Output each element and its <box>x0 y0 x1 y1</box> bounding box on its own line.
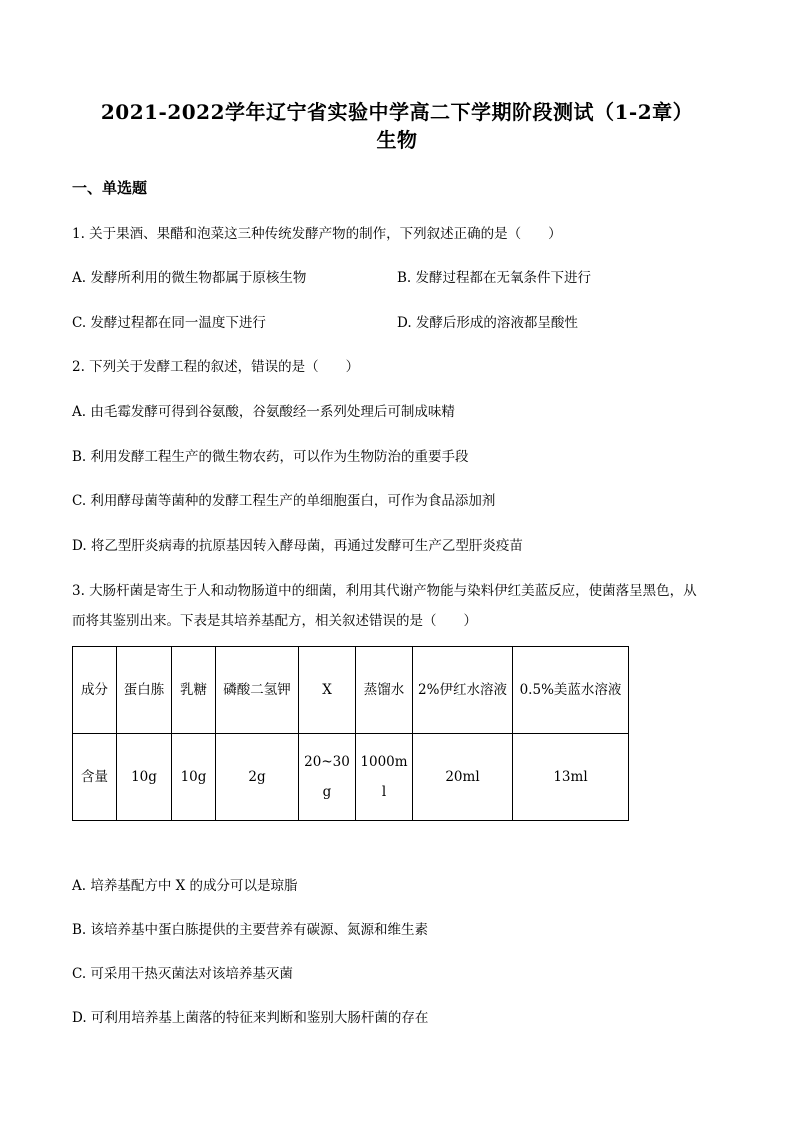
question-2-option-c: C. 利用酵母菌等菌种的发酵工程生产的单细胞蛋白，可作为食品添加剂 <box>72 493 496 509</box>
table-header-cell: 蒸馏水 <box>356 647 413 734</box>
table-cell: 20ml <box>413 734 513 821</box>
subject-title: 生物 <box>376 128 418 152</box>
table-cell: 1000ml <box>356 734 413 821</box>
question-1-stem: 1. 关于果酒、果醋和泡菜这三种传统发酵产物的制作，下列叙述正确的是（ ） <box>72 226 562 242</box>
table-cell: 含量 <box>73 734 117 821</box>
table-cell: 2g <box>216 734 299 821</box>
table-header-cell: 蛋白胨 <box>117 647 172 734</box>
table-header-cell: 磷酸二氢钾 <box>216 647 299 734</box>
question-2-option-b: B. 利用发酵工程生产的微生物农药，可以作为生物防治的重要手段 <box>72 449 469 465</box>
section-heading: 一、单选题 <box>72 179 148 197</box>
question-3-option-b: B. 该培养基中蛋白胨提供的主要营养有碳源、氮源和维生素 <box>72 922 429 938</box>
question-3-option-d: D. 可利用培养基上菌落的特征来判断和鉴别大肠杆菌的存在 <box>72 1010 429 1026</box>
exam-title: 2021-2022学年辽宁省实验中学高二下学期阶段测试（1-2章） <box>100 100 694 124</box>
table-header-cell: 乳糖 <box>172 647 216 734</box>
question-3-option-a: A. 培养基配方中 X 的成分可以是琼脂 <box>72 878 298 894</box>
table-header-cell: X <box>299 647 356 734</box>
question-3-stem-line-1: 3. 大肠杆菌是寄生于人和动物肠道中的细菌，利用其代谢产物能与染料伊红美蓝反应，使菌落呈黑色，从 <box>72 583 697 599</box>
question-1-option-c: C. 发酵过程都在同一温度下进行 <box>72 315 266 331</box>
question-1-option-b: B. 发酵过程都在无氧条件下进行 <box>397 270 592 286</box>
table-header-row <box>73 647 629 734</box>
question-2-option-a: A. 由毛霉发酵可得到谷氨酸，谷氨酸经一系列处理后可制成味精 <box>72 404 455 420</box>
question-1-option-a: A. 发酵所利用的微生物都属于原核生物 <box>72 270 307 286</box>
table-header-cell: 0.5%美蓝水溶液 <box>513 647 629 734</box>
table-header-cell: 2%伊红水溶液 <box>413 647 513 734</box>
table-row <box>73 734 629 821</box>
question-2-option-d: D. 将乙型肝炎病毒的抗原基因转入酵母菌，再通过发酵可生产乙型肝炎疫苗 <box>72 538 523 554</box>
question-2-stem: 2. 下列关于发酵工程的叙述，错误的是（ ） <box>72 359 360 375</box>
table-cell: 10g <box>117 734 172 821</box>
table-cell: 13ml <box>513 734 629 821</box>
table-cell: 10g <box>172 734 216 821</box>
culture-medium-table <box>72 646 629 821</box>
question-3-stem-line-2: 而将其鉴别出来。下表是其培养基配方，相关叙述错误的是（ ） <box>72 613 477 629</box>
question-1-option-d: D. 发酵后形成的溶液都呈酸性 <box>397 315 578 331</box>
table-cell: 20~30g <box>299 734 356 821</box>
table-header-cell: 成分 <box>73 647 117 734</box>
question-3-option-c: C. 可采用干热灭菌法对该培养基灭菌 <box>72 966 293 982</box>
